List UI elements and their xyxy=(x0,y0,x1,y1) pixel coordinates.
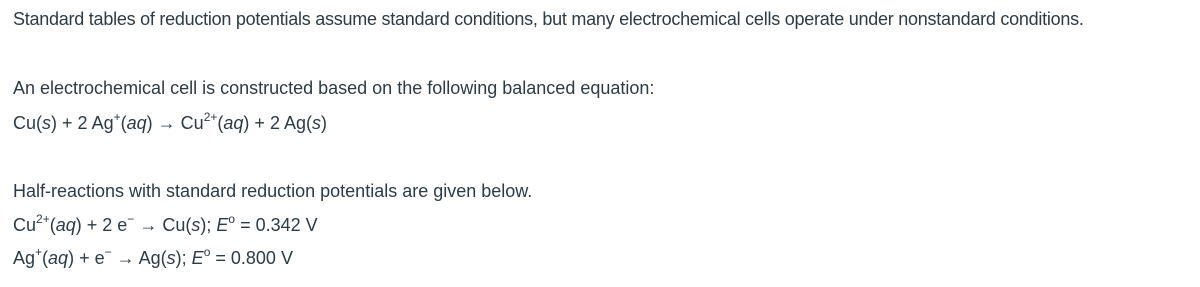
state-label: aq xyxy=(55,215,76,235)
product: Ag xyxy=(138,248,161,268)
ion-symbol: Ag xyxy=(13,248,36,268)
electron-charge: − xyxy=(104,245,112,259)
state-label: aq xyxy=(126,113,147,133)
cell-sentence: An electrochemical cell is constructed based on the following balanced equation: xyxy=(13,78,655,98)
electron: e xyxy=(117,215,128,235)
state-label: aq xyxy=(223,113,244,133)
half-reactions-intro: Half-reactions with standard reduction potentials are given below. xyxy=(13,181,533,201)
state-label: s xyxy=(312,113,321,133)
ion-charge: 2+ xyxy=(36,212,50,226)
state-label: s xyxy=(166,248,176,268)
ion-symbol: Cu xyxy=(13,215,37,235)
electron-charge: − xyxy=(127,212,135,226)
reactant-cu: Cu xyxy=(13,113,37,133)
ion-charge: + xyxy=(35,245,43,259)
plus-sign: + xyxy=(62,113,73,133)
overall-equation: Cu(s) + 2 $Ag^+(aq) \to Cu^{2+}(aq) + 2$ Ag(s) xyxy=(13,110,327,133)
coefficient: 2 xyxy=(269,113,280,133)
plus-sign: + xyxy=(254,113,265,133)
reactant-ag-ion: Ag xyxy=(91,113,114,133)
intro-paragraph: Standard tables of reduction potentials assume standard conditions, but many electrochemical cells operate under nonstandard conditions. xyxy=(13,9,1084,29)
standard-degree: o xyxy=(203,245,211,259)
electron: e xyxy=(94,248,105,268)
potential-value: = 0.342 V xyxy=(240,215,318,235)
half-reaction-copper: $Cu^{2+}(aq) + 2$ e− → Cu(s); $E^o = 0.342$ V xyxy=(13,212,318,235)
reaction-arrow: → xyxy=(157,113,176,133)
state-label: aq xyxy=(48,248,69,268)
ion-charge: + xyxy=(113,110,121,124)
product: Cu xyxy=(162,215,186,235)
standard-degree: o xyxy=(228,212,236,226)
product-ag: Ag xyxy=(283,113,306,133)
potential-symbol: E xyxy=(191,248,204,268)
ion-charge: 2+ xyxy=(203,110,218,124)
potential-value: = 0.800 V xyxy=(215,248,293,268)
half-reaction-silver: Ag+(aq) + e− → Ag(s); $E^o = 0.800$ V xyxy=(13,245,293,268)
coefficient: 2 xyxy=(102,215,113,235)
product-cu-ion: Cu xyxy=(180,113,204,133)
state-label: s xyxy=(191,215,201,235)
coefficient: 2 xyxy=(77,113,88,133)
potential-symbol: E xyxy=(216,215,229,235)
state-label: s xyxy=(42,113,52,133)
